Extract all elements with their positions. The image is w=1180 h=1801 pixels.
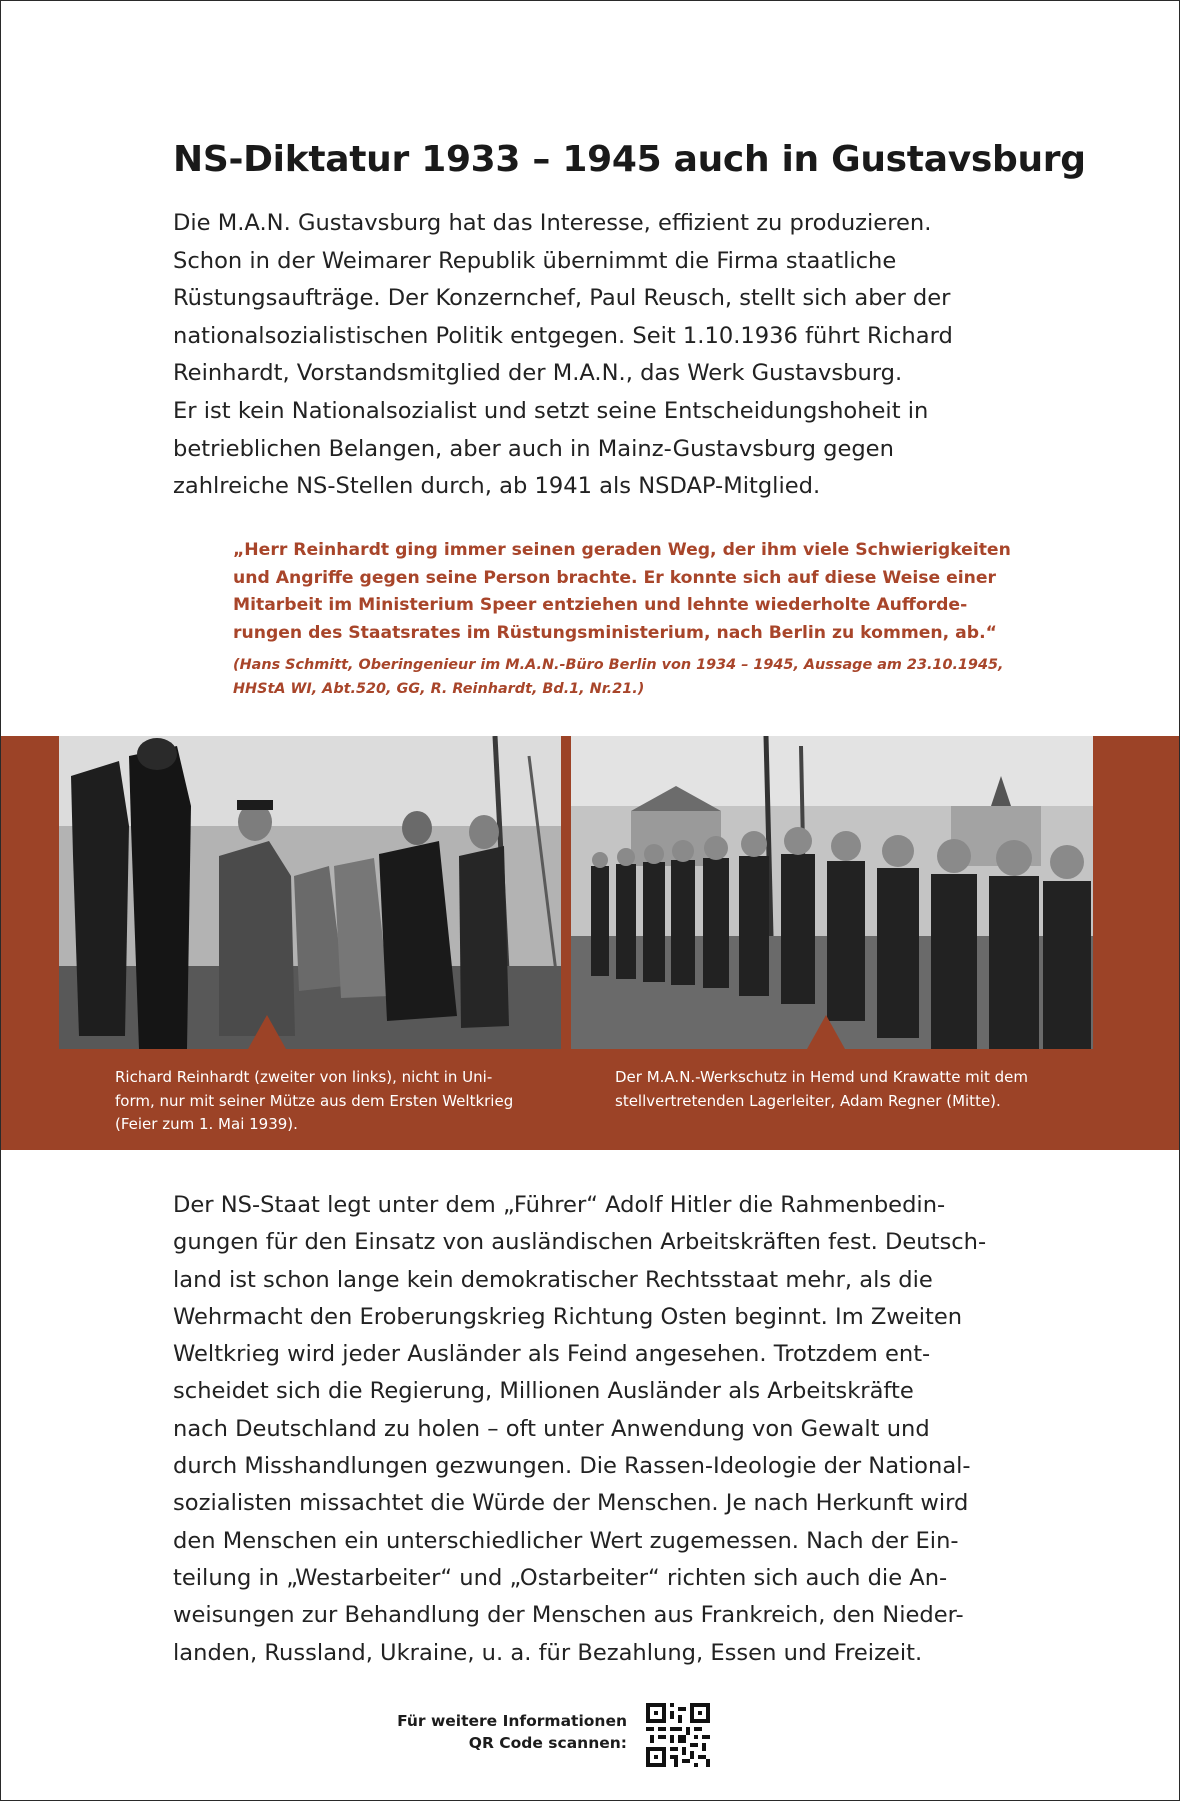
- photo-band: [1, 736, 1179, 1150]
- caption-pointer-left: [248, 1015, 286, 1049]
- quote-line: und Angriffe gegen seine Person brachte. Er konnte sich auf diese Weise einer: [233, 567, 997, 588]
- intro-line: Reinhardt, Vorstandsmitglied der M.A.N., das Werk Gustavsburg.: [173, 360, 903, 387]
- body-line: weisungen zur Behandlung der Menschen aus Frankreich, den Nieder-: [173, 1602, 964, 1629]
- quote-line: Mitarbeit im Ministerium Speer entziehen und lehnte wiederholte Aufforde-: [233, 595, 968, 615]
- body-line: Wehrmacht den Eroberungskrieg Richtung Osten beginnt. Im Zweiten: [173, 1303, 963, 1330]
- quote-block: [233, 537, 1011, 701]
- body-line: Weltkrieg wird jeder Ausländer als Feind angesehen. Trotzdem ent-: [173, 1341, 931, 1368]
- caption-line: Der M.A.N.-Werkschutz in Hemd und Krawatte mit dem: [615, 1068, 1028, 1086]
- qr-label-line: Für weitere Informationen: [397, 1712, 627, 1730]
- qr-label-line: QR Code scannen:: [468, 1734, 627, 1752]
- intro-line: zahlreiche NS-Stellen durch, ab 1941 als NSDAP-Mitglied.: [173, 473, 821, 500]
- photo-caption-right: [615, 1066, 1085, 1113]
- quote-source: [233, 653, 1004, 701]
- body-line: nach Deutschland zu holen – oft unter Anwendung von Gewalt und: [173, 1415, 930, 1442]
- body-line: teilung in „Westarbeiter“ und „Ostarbeiter“ richten sich auch die An-: [173, 1564, 948, 1591]
- photo-left-illustration: [59, 736, 561, 1049]
- body-line: scheidet sich die Regierung, Millionen Ausländer als Arbeitskräfte: [173, 1378, 914, 1405]
- qr-code-icon[interactable]: [646, 1703, 710, 1767]
- photo-werkschutz-parade: [571, 736, 1093, 1049]
- photo-reinhardt-may-day: [59, 736, 561, 1049]
- quote-line: „Herr Reinhardt ging immer seinen geraden Weg, der ihm viele Schwierigkeiten: [233, 540, 1011, 560]
- photo-caption-left: [115, 1066, 555, 1137]
- caption-line: (Feier zum 1. Mai 1939).: [115, 1115, 298, 1133]
- intro-line: betrieblichen Belangen, aber auch in Mainz-Gustavsburg gegen: [173, 435, 894, 462]
- intro-line: Schon in der Weimarer Republik übernimmt die Firma staatliche: [173, 247, 897, 274]
- body-line: landen, Russland, Ukraine, u. a. für Bezahlung, Essen und Freizeit.: [173, 1639, 923, 1666]
- body-line: land ist schon lange kein demokratischer Rechtsstaat mehr, als die: [173, 1266, 933, 1293]
- page-title: NS-Diktatur 1933 – 1945 auch in Gustavsburg: [173, 139, 1086, 180]
- body-line: sozialisten missachtet die Würde der Menschen. Je nach Herkunft wird: [173, 1490, 969, 1517]
- body-line: gungen für den Einsatz von ausländischen Arbeitskräften fest. Deutsch-: [173, 1229, 987, 1256]
- qr-label: [351, 1710, 627, 1754]
- quote-source-line: (Hans Schmitt, Oberingenieur im M.A.N.-Büro Berlin von 1934 – 1945, Aussage am 23.10.1945,: [233, 657, 1004, 673]
- caption-line: stellvertretenden Lagerleiter, Adam Regner (Mitte).: [615, 1091, 1001, 1110]
- body-paragraph: [173, 1187, 993, 1672]
- body-line: durch Misshandlungen gezwungen. Die Rassen-Ideologie der National-: [173, 1453, 971, 1480]
- intro-line: Er ist kein Nationalsozialist und setzt seine Entscheidungshoheit in: [173, 397, 929, 424]
- intro-paragraph: [173, 205, 993, 506]
- body-line: den Menschen ein unterschiedlicher Wert zugemessen. Nach der Ein-: [173, 1527, 959, 1554]
- intro-line: Rüstungsaufträge. Der Konzernchef, Paul Reusch, stellt sich aber der: [173, 285, 951, 312]
- body-line: Der NS-Staat legt unter dem „Führer“ Adolf Hitler die Rahmenbedin-: [173, 1192, 946, 1218]
- intro-line: Die M.A.N. Gustavsburg hat das Interesse, effizient zu produzieren.: [173, 210, 932, 236]
- caption-pointer-right: [807, 1015, 845, 1049]
- photo-right-illustration: [571, 736, 1093, 1049]
- quote-source-line: HHStA WI, Abt.520, GG, R. Reinhardt, Bd.1, Nr.21.): [233, 681, 645, 697]
- caption-line: form, nur mit seiner Mütze aus dem Ersten Weltkrieg: [115, 1091, 514, 1110]
- caption-line: Richard Reinhardt (zweiter von links), nicht in Uni-: [115, 1068, 493, 1086]
- quote-text: [233, 537, 1011, 647]
- quote-line: rungen des Staatsrates im Rüstungsministerium, nach Berlin zu kommen, ab.“: [233, 622, 997, 643]
- intro-line: nationalsozialistischen Politik entgegen. Seit 1.10.1936 führt Richard: [173, 322, 953, 349]
